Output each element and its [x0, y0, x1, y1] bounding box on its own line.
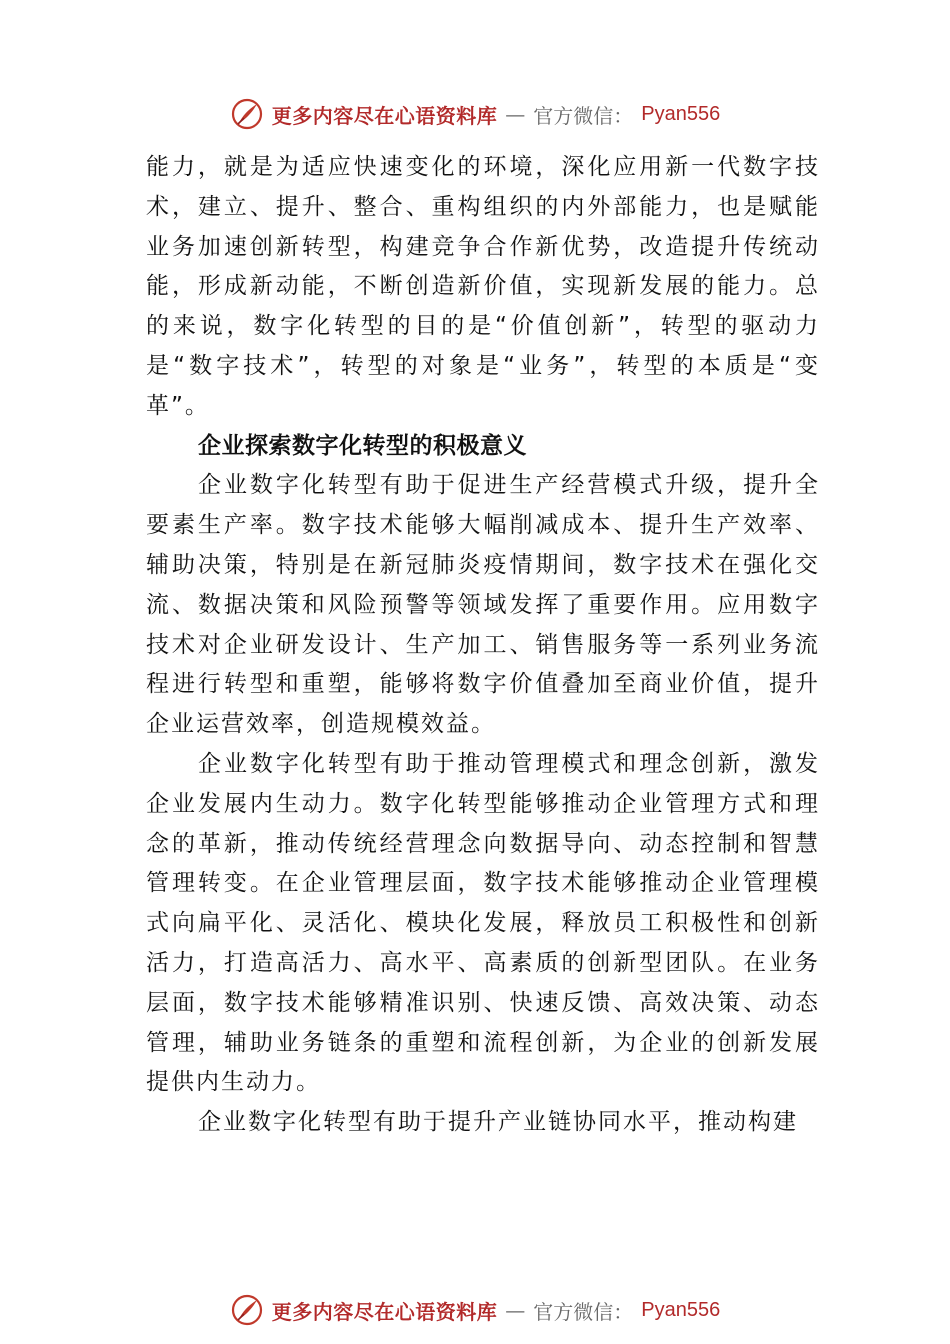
watermark-separator: — [505, 102, 526, 126]
quill-logo-icon [230, 1293, 264, 1327]
watermark-separator: — [505, 1298, 526, 1322]
watermark-wechat-id: Pyan556 [641, 102, 721, 125]
watermark-official-label: 官方微信： [533, 1299, 634, 1324]
paragraph-production-upgrade: 企业数字化转型有助于促进生产经营模式升级，提升全要素生产率。数字技术能够大幅削减成本、提升生产效率、 辅助决策，特别是在新冠肺炎疫情期间，数字技术在强化交流、数据决策和风险预警等领域发挥了重要作用。应用数字技术对企业研发设计、生产加工、销售服务等一系列业务流程进行转型和重塑，能够将数字价值叠加至商业价值，提升企业运营效率，创造规模效益。 [146, 472, 820, 738]
paragraph-management-innovation: 企业数字化转型有助于推动管理模式和理念创新，激发企业发展内生动力。数字化转型能够推动企业管理方式和理念的革新，推动传统经营理念向数据导向、动态控制和智慧管理转变。在企业管理层面，数字技术能够推动企业管理模式向扁平化、灵活化、模块化发展，释放员工积极性和创新活力，打造高活力、高水平、高素质的创新型团队。在业务层面，数字技术能够精准识别、快速反馈、高效决策、动态管理，辅助业务链条的重塑和流程创新，为企业的创新发展提供内生动力。 [146, 750, 820, 1096]
document-body [146, 148, 820, 1143]
header-watermark [0, 94, 950, 134]
watermark-brand-text: 更多内容尽在心语资料库 [271, 103, 498, 128]
paragraph-industry-chain: 企业数字化转型有助于提升产业链协同水平，推动构建 [198, 1109, 798, 1136]
quill-logo-icon [230, 97, 264, 131]
watermark-brand-text: 更多内容尽在心语资料库 [271, 1299, 498, 1324]
watermark-official-label: 官方微信： [533, 103, 634, 128]
footer-watermark [0, 1290, 950, 1330]
paragraph-capability-definition: 能力，就是为适应快速变化的环境，深化应用新一代数字技术，建立、提升、整合、重构组织的内外部能力，也是赋能业务加速创新转型，构建竞争合作新优势，改造提升传统动能，形成新动能，不断创造新价值，实现新发展的能力。总的来说，数字化转型的目的是“价值创新”，转型的驱动力是“数字技术”，转型的对象是“业务”，转型的本质是“变革”。 [146, 154, 820, 419]
watermark-wechat-id: Pyan556 [641, 1298, 721, 1321]
section-heading: 企业探索数字化转型的积极意义 [198, 432, 527, 459]
